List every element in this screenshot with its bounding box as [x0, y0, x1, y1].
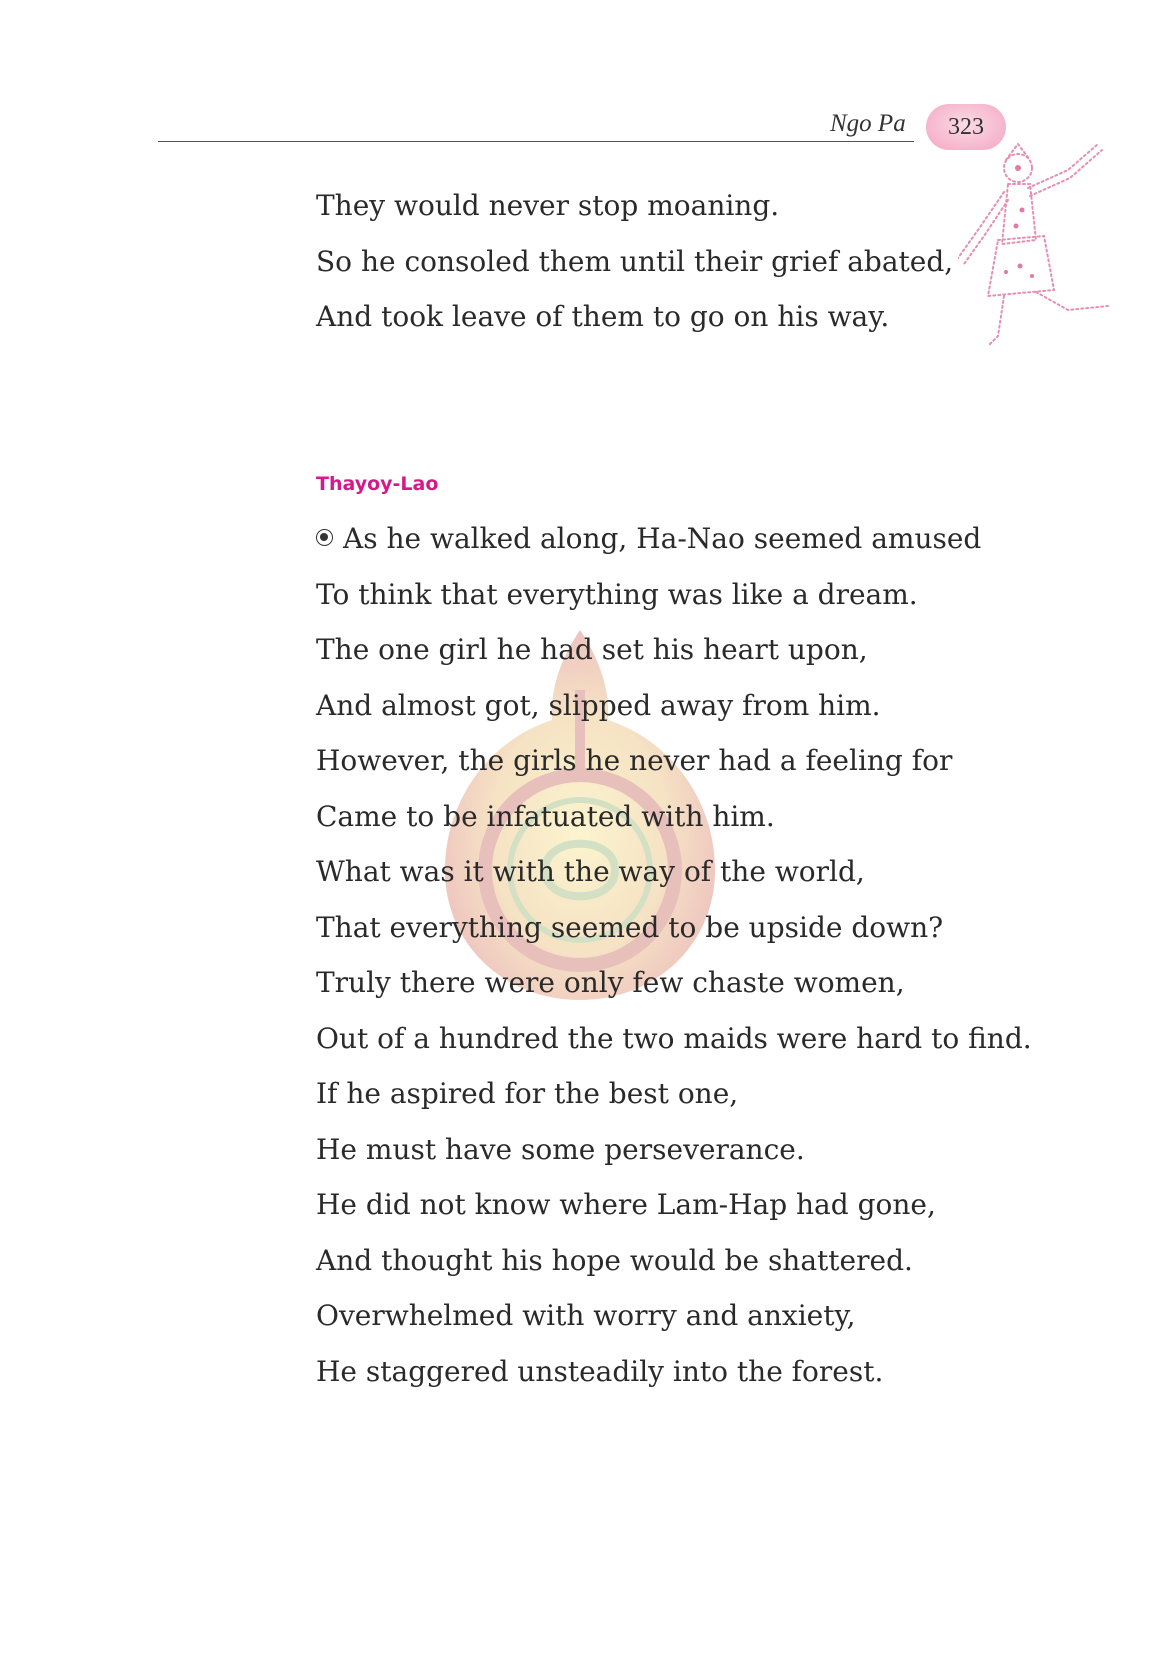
verse-line: That everything seemed to be upside down?	[316, 910, 944, 944]
fisheye-bullet-icon	[316, 529, 333, 546]
verse-line: The one girl he had set his heart upon,	[316, 633, 868, 666]
verse-line: To think that everything was like a dream.	[316, 577, 918, 611]
verse-line: However, the girls he never had a feeling for	[316, 744, 953, 777]
verse-line: And almost got, slipped away from him.	[316, 688, 881, 722]
page-number: 323	[948, 113, 984, 140]
verse-line: He must have some perseverance.	[316, 1132, 805, 1166]
verse-line: If he aspired for the best one,	[316, 1077, 739, 1110]
verse-line: They would never stop moaning.	[316, 189, 780, 222]
verse-line: What was it with the way of the world,	[316, 855, 865, 888]
header-rule	[158, 141, 914, 142]
verse-line: So he consoled them until their grief abated,	[316, 244, 954, 278]
verse-line: Truly there were only few chaste women,	[316, 966, 905, 999]
verse-line: He did not know where Lam-Hap had gone,	[316, 1188, 936, 1221]
section-heading: Thayoy-Lao	[316, 473, 439, 495]
stanza-2	[316, 511, 1032, 1399]
dancer-illustration-icon	[958, 140, 1118, 350]
running-title: Ngo Pa	[830, 110, 906, 137]
verse-line: Overwhelmed with worry and anxiety,	[316, 1299, 856, 1332]
verse-line: He staggered unsteadily into the forest.	[316, 1354, 884, 1388]
stanza-1	[316, 178, 953, 345]
verse-line: And took leave of them to go on his way.	[316, 300, 890, 333]
verse-line-text: As he walked along, Ha-Nao seemed amused	[343, 522, 982, 555]
verse-line: Came to be infatuated with him.	[316, 799, 775, 833]
verse-line-first	[316, 511, 1032, 567]
verse-line: Out of a hundred the two maids were hard to find.	[316, 1021, 1032, 1055]
verse-line: And thought his hope would be shattered.	[316, 1243, 913, 1277]
